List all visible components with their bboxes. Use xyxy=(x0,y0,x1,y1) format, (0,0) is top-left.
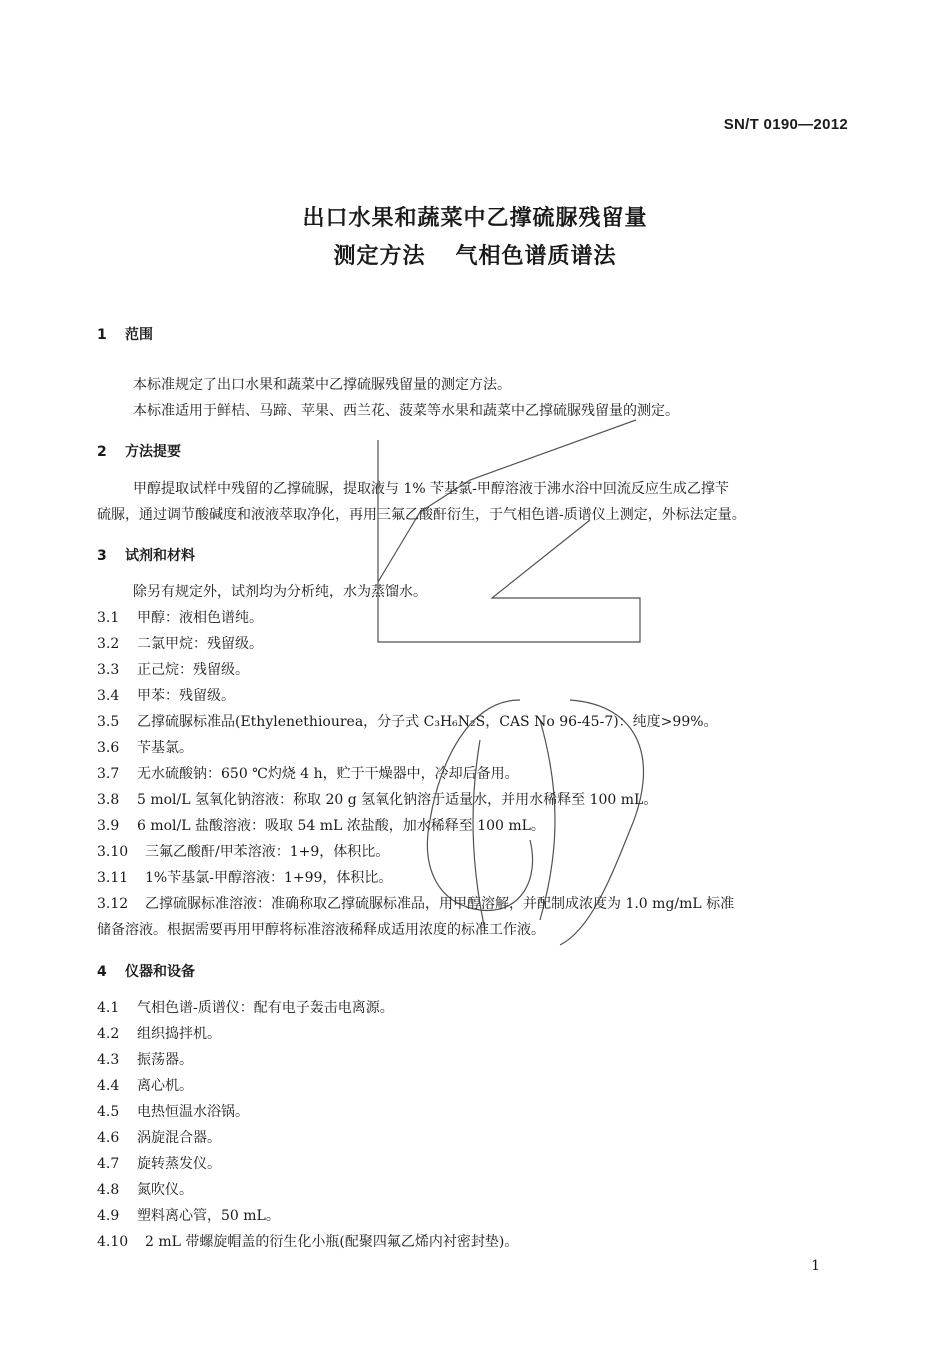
watermark-stroke xyxy=(540,720,555,920)
section-2-paragraph: 硫脲，通过调节酸碱度和液液萃取净化，再用三氟乙酸酐衍生，于气相色谱-质谱仪上测定，外标法定量。 xyxy=(97,507,746,523)
watermark-stroke xyxy=(473,740,485,930)
list-item: 4.1 气相色谱-质谱仪：配有电子轰击电离源。 xyxy=(97,1000,394,1016)
section-1-paragraph: 本标准规定了出口水果和蔬菜中乙撑硫脲残留量的测定方法。 xyxy=(133,377,511,393)
list-item: 4.5 电热恒温水浴锅。 xyxy=(97,1104,249,1120)
watermark-stroke xyxy=(427,700,532,910)
list-item: 3.12 乙撑硫脲标准溶液：准确称取乙撑硫脲标准品，用甲醇溶解，并配制成浓度为 1.0 mg/mL 标准 xyxy=(97,896,735,912)
list-item-continuation: 储备溶液。根据需要再用甲醇将标准溶液稀释成适用浓度的标准工作液。 xyxy=(97,922,545,938)
list-item: 3.2 二氯甲烷：残留级。 xyxy=(97,636,263,652)
list-item: 3.5 乙撑硫脲标准品(Ethylenethiourea，分子式 C₃H₆N₂S，CAS No 96-45-7)：纯度>99%。 xyxy=(97,714,718,730)
list-item: 3.9 6 mol/L 盐酸溶液：吸取 54 mL 浓盐酸，加水稀释至 100 mL。 xyxy=(97,818,545,834)
list-item: 3.7 无水硫酸钠：650 ℃灼烧 4 h，贮于干燥器中，冷却后备用。 xyxy=(97,766,519,782)
watermark-stroke xyxy=(560,700,644,945)
section-2-heading: 2 方法提要 xyxy=(97,444,181,460)
page-number: 1 xyxy=(811,1258,820,1274)
list-item: 3.4 甲苯：残留级。 xyxy=(97,688,235,704)
list-item: 4.6 涡旋混合器。 xyxy=(97,1130,221,1146)
list-item: 4.4 离心机。 xyxy=(97,1078,193,1094)
list-item: 3.8 5 mol/L 氢氧化钠溶液：称取 20 g 氢氧化钠溶于适量水，并用水稀释至 100 mL。 xyxy=(97,792,658,808)
watermark-stroke xyxy=(378,440,640,642)
list-item: 4.7 旋转蒸发仪。 xyxy=(97,1156,221,1172)
list-item: 3.3 正己烷：残留级。 xyxy=(97,662,249,678)
list-item: 4.8 氮吹仪。 xyxy=(97,1182,193,1198)
list-item: 3.1 甲醇：液相色谱纯。 xyxy=(97,610,263,626)
watermark-stroke xyxy=(378,420,636,582)
section-2-paragraph: 甲醇提取试样中残留的乙撑硫脲，提取液与 1% 苄基氯-甲醇溶液于沸水浴中回流反应生成乙撑苄 xyxy=(133,481,729,497)
list-item: 3.10 三氟乙酸酐/甲苯溶液：1+9，体积比。 xyxy=(97,844,390,860)
document-title-line1: 出口水果和蔬菜中乙撑硫脲残留量 xyxy=(302,206,648,231)
title-part-b: 气相色谱质谱法 xyxy=(455,244,617,269)
title-part-a: 测定方法 xyxy=(333,244,426,269)
list-item: 4.2 组织捣拌机。 xyxy=(97,1026,221,1042)
section-1-paragraph: 本标准适用于鲜桔、马蹄、苹果、西兰花、菠菜等水果和蔬菜中乙撑硫脲残留量的测定。 xyxy=(133,403,679,419)
list-item: 4.3 振荡器。 xyxy=(97,1052,193,1068)
section-3-heading: 3 试剂和材料 xyxy=(97,548,195,564)
list-item: 3.11 1%苄基氯-甲醇溶液：1+99，体积比。 xyxy=(97,870,393,886)
standard-number: SN/T 0190—2012 xyxy=(723,116,848,133)
list-item: 4.9 塑料离心管，50 mL。 xyxy=(97,1208,280,1224)
list-item: 3.6 苄基氯。 xyxy=(97,740,193,756)
list-item: 4.10 2 mL 带螺旋帽盖的衍生化小瓶(配聚四氟乙烯内衬密封垫)。 xyxy=(97,1234,519,1250)
section-4-heading: 4 仪器和设备 xyxy=(97,964,195,980)
section-3-intro: 除另有规定外，试剂均为分析纯，水为蒸馏水。 xyxy=(133,584,427,600)
section-1-heading: 1 范围 xyxy=(97,327,153,343)
